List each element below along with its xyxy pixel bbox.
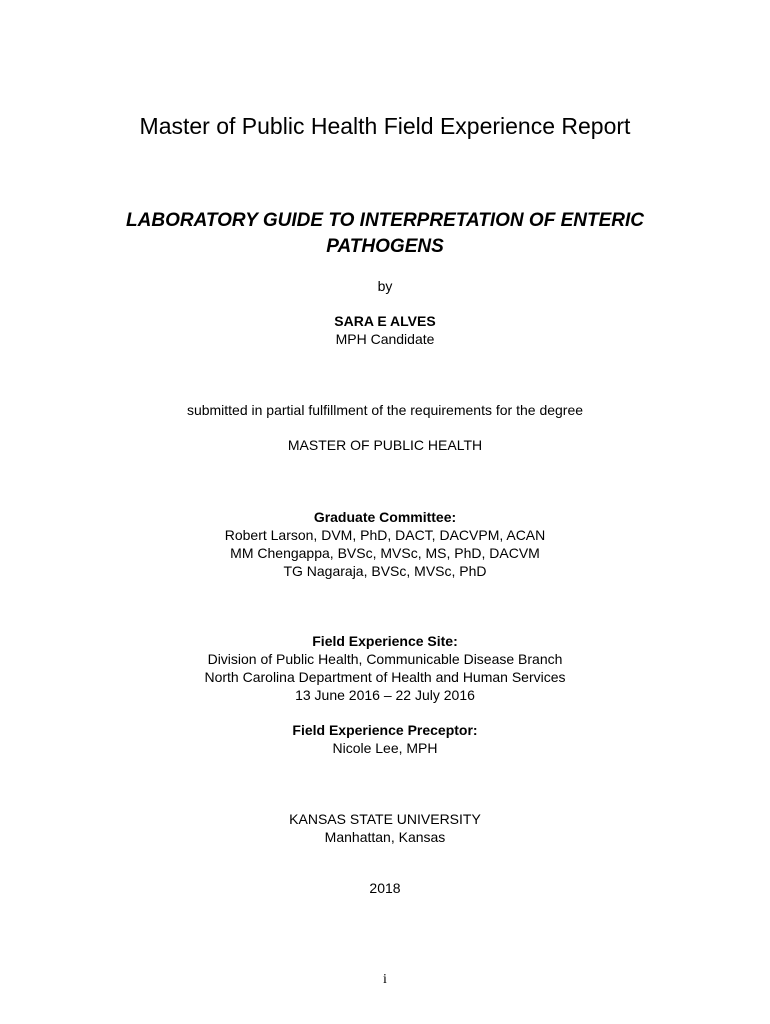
author-name: SARA E ALVES bbox=[334, 313, 436, 329]
university-location: Manhattan, Kansas bbox=[324, 829, 446, 845]
year: 2018 bbox=[369, 880, 401, 896]
university-name: KANSAS STATE UNIVERSITY bbox=[289, 811, 481, 827]
submission-statement: submitted in partial fulfillment of the requirements for the degree bbox=[186, 402, 584, 418]
site-line: Division of Public Health, Communicable Disease Branch bbox=[207, 651, 563, 667]
preceptor-heading: Field Experience Preceptor: bbox=[292, 722, 478, 738]
site-heading: Field Experience Site: bbox=[312, 633, 458, 649]
by-label: by bbox=[377, 278, 393, 294]
site-dates: 13 June 2016 – 22 July 2016 bbox=[295, 687, 475, 703]
committee-heading: Graduate Committee: bbox=[313, 509, 457, 525]
author-role: MPH Candidate bbox=[335, 331, 435, 347]
committee-member: TG Nagaraja, BVSc, MVSc, PhD bbox=[283, 563, 487, 579]
page-number: i bbox=[383, 972, 387, 987]
degree-name: MASTER OF PUBLIC HEALTH bbox=[287, 437, 483, 453]
committee-member: Robert Larson, DVM, PhD, DACT, DACVPM, ACAN bbox=[224, 527, 546, 543]
main-title-line-1: LABORATORY GUIDE TO INTERPRETATION OF ENTERIC bbox=[126, 210, 644, 231]
preceptor-name: Nicole Lee, MPH bbox=[332, 740, 438, 756]
report-title: Master of Public Health Field Experience Report bbox=[139, 113, 631, 139]
site-line: North Carolina Department of Health and Human Services bbox=[204, 669, 566, 685]
committee-member: MM Chengappa, BVSc, MVSc, MS, PhD, DACVM bbox=[230, 545, 540, 561]
main-title-line-2: PATHOGENS bbox=[326, 236, 444, 257]
